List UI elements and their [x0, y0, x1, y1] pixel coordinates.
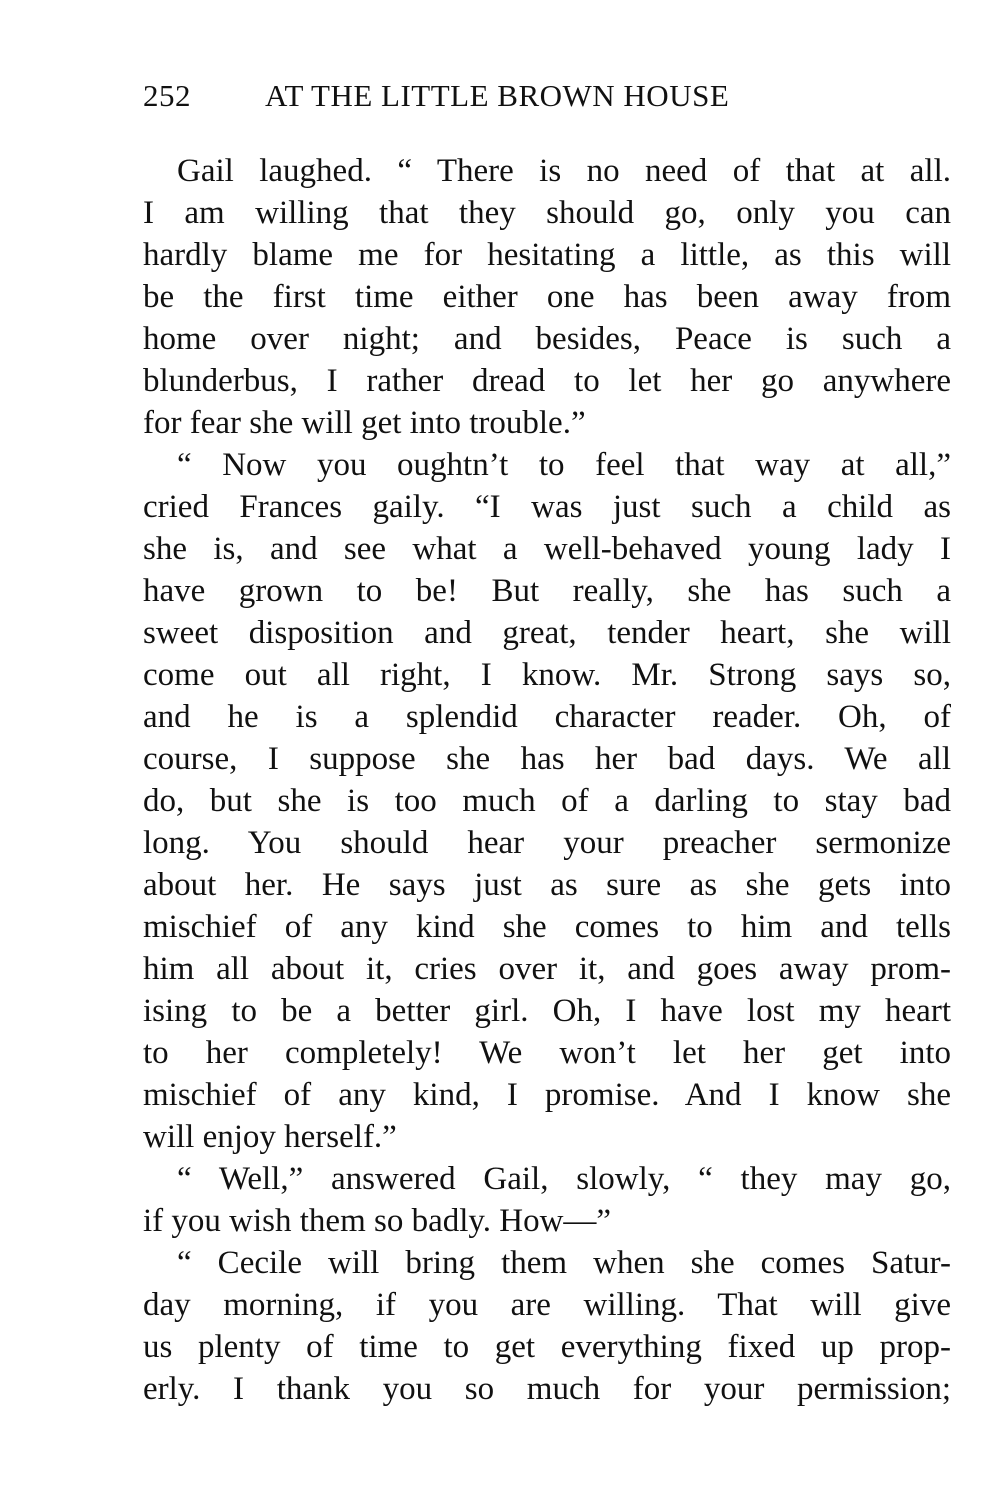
text-line: hardly blame me for hesitating a little, as this will: [143, 237, 951, 273]
text-line: erly. I thank you so much for your permission;: [143, 1371, 951, 1407]
running-title: AT THE LITTLE BROWN HOUSE: [265, 78, 730, 113]
text-line: home over night; and besides, Peace is such a: [143, 321, 951, 357]
text-line: will enjoy herself.”: [143, 1119, 397, 1155]
text-line: cried Frances gaily. “I was just such a child as: [143, 489, 951, 525]
text-line: do, but she is too much of a darling to stay bad: [143, 783, 951, 819]
text-line: long. You should hear your preacher sermonize: [143, 825, 951, 861]
text-line: have grown to be! But really, she has such a: [143, 573, 951, 609]
text-line: for fear she will get into trouble.”: [143, 405, 586, 441]
text-line: ising to be a better girl. Oh, I have lost my heart: [143, 993, 951, 1029]
text-line: course, I suppose she has her bad days. We all: [143, 741, 951, 777]
text-line: day morning, if you are willing. That will give: [143, 1287, 951, 1323]
text-line: sweet disposition and great, tender heart, she will: [143, 615, 951, 651]
text-line: come out all right, I know. Mr. Strong says so,: [143, 657, 951, 693]
text-line: she is, and see what a well-behaved young lady I: [143, 531, 951, 567]
page-number: 252: [143, 78, 191, 113]
text-line: mischief of any kind, I promise. And I know she: [143, 1077, 951, 1113]
text-line: mischief of any kind she comes to him and tells: [143, 909, 951, 945]
text-line: to her completely! We won’t let her get into: [143, 1035, 951, 1071]
running-head: [143, 78, 863, 114]
text-line: blunderbus, I rather dread to let her go anywhere: [143, 363, 951, 399]
text-line: if you wish them so badly. How—”: [143, 1203, 612, 1239]
text-line: “ Well,” answered Gail, slowly, “ they may go,: [177, 1161, 951, 1197]
text-line: I am willing that they should go, only you can: [143, 195, 951, 231]
text-line: about her. He says just as sure as she gets into: [143, 867, 951, 903]
text-line: Gail laughed. “ There is no need of that at all.: [177, 153, 951, 189]
text-line: him all about it, cries over it, and goes away prom-: [143, 951, 951, 987]
text-line: “ Cecile will bring them when she comes Satur-: [177, 1245, 951, 1281]
text-line: “ Now you oughtn’t to feel that way at all,”: [177, 447, 951, 483]
text-line: us plenty of time to get everything fixed up prop-: [143, 1329, 951, 1365]
text-line: be the first time either one has been away from: [143, 279, 951, 315]
text-line: and he is a splendid character reader. Oh, of: [143, 699, 951, 735]
body-text: [143, 150, 951, 1410]
